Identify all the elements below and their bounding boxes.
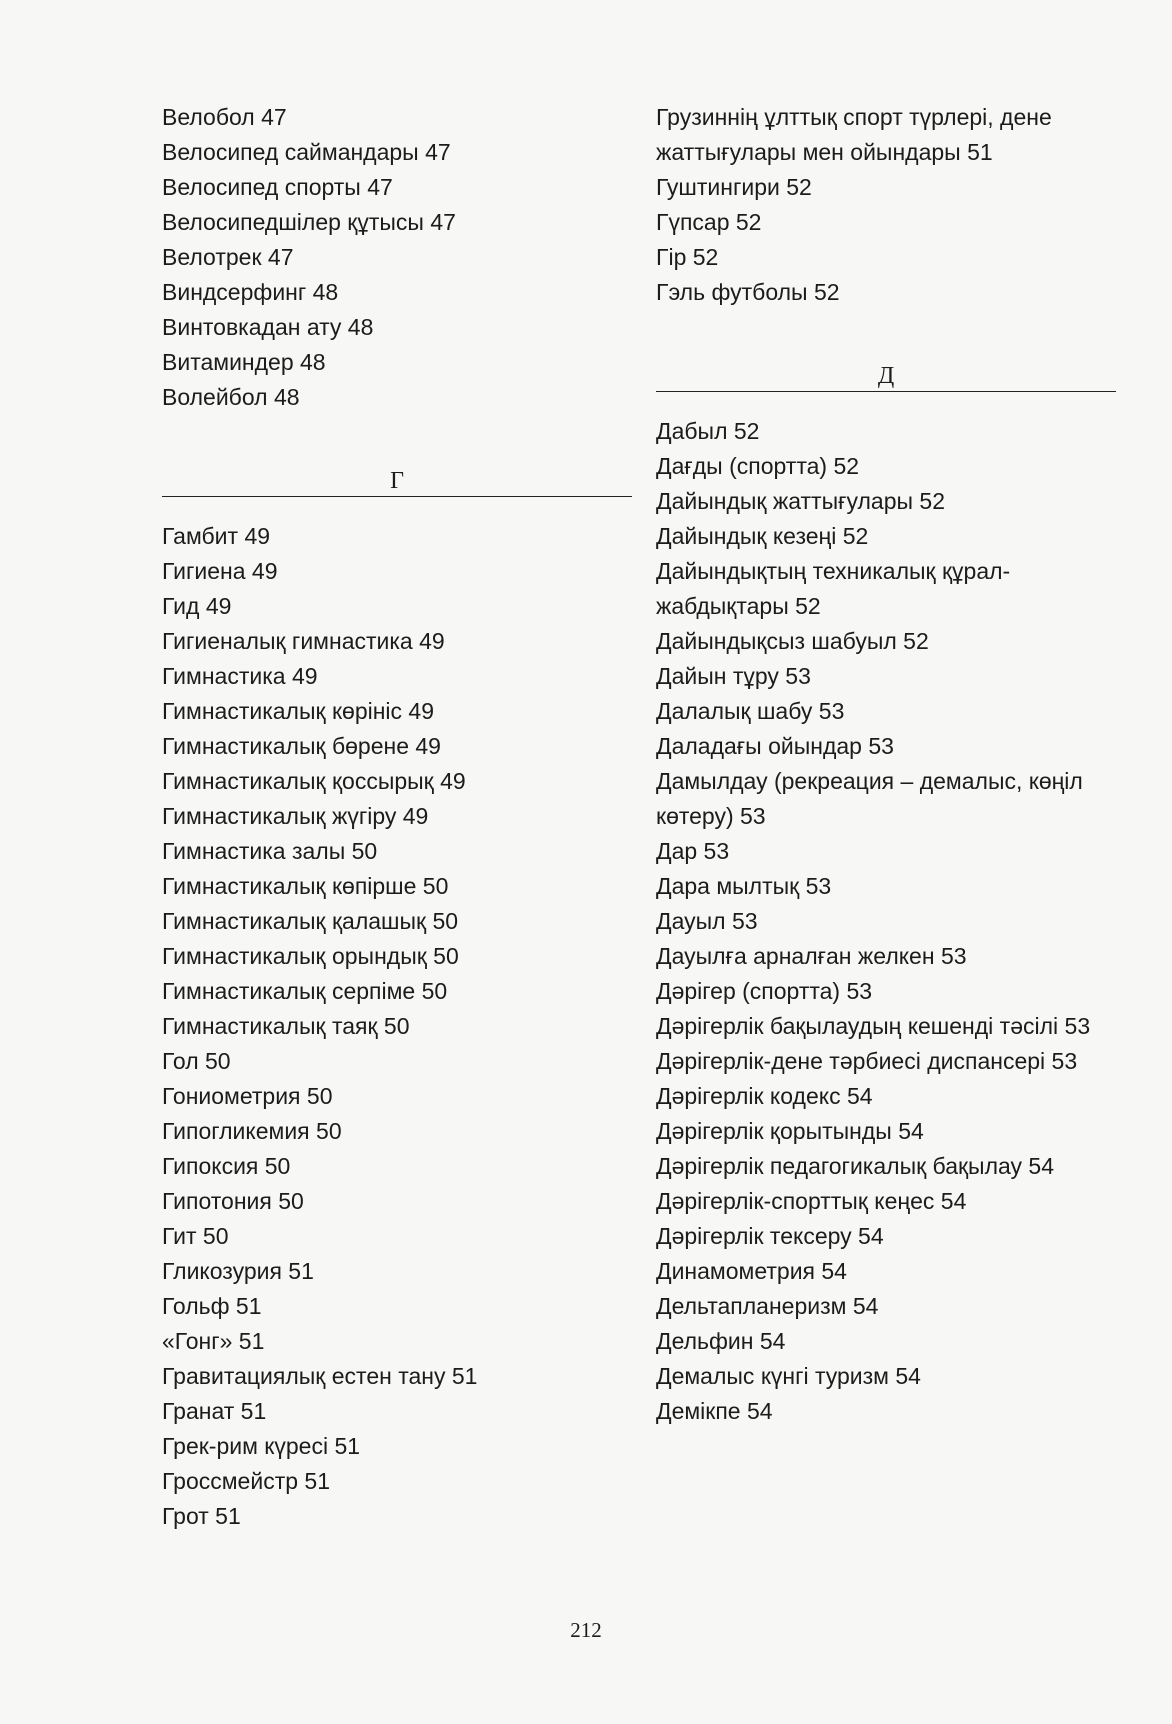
index-entry: Дәрігерлік қорытынды 54 [656, 1118, 924, 1144]
section-header-g [162, 435, 632, 505]
index-entry: Гликозурия 51 [162, 1258, 314, 1284]
index-entry: Дайын тұру 53 [656, 663, 811, 689]
index-entry: Дельтапланеризм 54 [656, 1293, 879, 1319]
index-entry: Дауылға арналған желкен 53 [656, 943, 967, 969]
page-number: 212 [570, 1618, 602, 1642]
entry-list-g-continued [656, 100, 1116, 310]
section-rule [162, 496, 632, 497]
entry-list-g [162, 519, 632, 1534]
index-entry: Витаминдер 48 [162, 349, 326, 375]
index-entry: Дәрігерлік-спорттық кеңес 54 [656, 1188, 967, 1214]
index-entry: Гипотония 50 [162, 1188, 304, 1214]
index-entry: Дайындықтың техникалық құрал-жабдықтары 52 [656, 558, 1011, 619]
index-entry: Велосипед спорты 47 [162, 174, 393, 200]
index-entry: Гигиена 49 [162, 558, 278, 584]
index-entry: Дамылдау (рекреация – демалыс, көңіл көтеру) 53 [656, 768, 1083, 829]
index-entry: Гуштингири 52 [656, 174, 812, 200]
index-entry: Гониометрия 50 [162, 1083, 333, 1109]
index-entry: Динамометрия 54 [656, 1258, 847, 1284]
index-entry: Гимнастикалық орындық 50 [162, 943, 459, 969]
index-entry: Велобол 47 [162, 104, 287, 130]
index-entry: Гранат 51 [162, 1398, 267, 1424]
index-entry: Гимнастика 49 [162, 663, 318, 689]
index-entry: Гимнастикалық көпірше 50 [162, 873, 449, 899]
index-entry: Гипоксия 50 [162, 1153, 291, 1179]
index-entry: Гимнастикалық таяқ 50 [162, 1013, 410, 1039]
index-entry: Гимнастика залы 50 [162, 838, 378, 864]
index-entry: Гамбит 49 [162, 523, 271, 549]
section-rule [656, 391, 1116, 392]
index-entry: Демалыс күнгі туризм 54 [656, 1363, 921, 1389]
section-header-d [656, 330, 1116, 400]
entry-list-d [656, 414, 1116, 1429]
index-entry: Гүпсар 52 [656, 209, 762, 235]
index-entry: Велосипед саймандары 47 [162, 139, 451, 165]
index-entry: Виндсерфинг 48 [162, 279, 339, 305]
index-entry: Гит 50 [162, 1223, 229, 1249]
index-entry: Грек-рим күресі 51 [162, 1433, 361, 1459]
index-entry: Далалық шабу 53 [656, 698, 845, 724]
index-entry: Дайындықсыз шабуыл 52 [656, 628, 929, 654]
index-entry: Дәрігерлік тексеру 54 [656, 1223, 884, 1249]
index-entry: Гольф 51 [162, 1293, 262, 1319]
index-entry: Грузиннің ұлттық спорт түрлері, дене жаттығулары мен ойындары 51 [656, 104, 1052, 165]
index-entry: Гимнастикалық серпіме 50 [162, 978, 448, 1004]
index-entry: Гимнастикалық бөрене 49 [162, 733, 441, 759]
index-entry: Дабыл 52 [656, 418, 760, 444]
section-letter: Д [877, 363, 895, 389]
index-column-left [162, 100, 632, 1534]
index-entry: Гимнастикалық жүгіру 49 [162, 803, 429, 829]
index-entry: Дәрігерлік педагогикалық бақылау 54 [656, 1153, 1055, 1179]
index-entry: Дәрігерлік-дене тәрбиесі диспансері 53 [656, 1048, 1078, 1074]
index-entry: Гір 52 [656, 244, 719, 270]
index-entry: Гимнастикалық қоссырық 49 [162, 768, 466, 794]
index-entry: Гимнастикалық қалашық 50 [162, 908, 459, 934]
index-entry: Дағды (спортта) 52 [656, 453, 860, 479]
index-entry: Гипогликемия 50 [162, 1118, 342, 1144]
index-entry: Гид 49 [162, 593, 232, 619]
index-entry: Дайындық жаттығулары 52 [656, 488, 946, 514]
index-entry: Дар 53 [656, 838, 730, 864]
index-entry: Гигиеналық гимнастика 49 [162, 628, 445, 654]
index-column-right [656, 100, 1116, 1429]
index-entry: Велосипедшілер құтысы 47 [162, 209, 456, 235]
index-entry: Демікпе 54 [656, 1398, 773, 1424]
index-entry: Гравитациялық естен тану 51 [162, 1363, 478, 1389]
entry-list-v [162, 100, 632, 415]
index-entry: Гэль футболы 52 [656, 279, 840, 305]
section-letter: Г [390, 468, 404, 494]
index-entry: Дәрігерлік бақылаудың кешенді тәсілі 53 [656, 1013, 1091, 1039]
index-entry: Гроссмейстр 51 [162, 1468, 330, 1494]
index-entry: «Гонг» 51 [162, 1328, 265, 1354]
index-entry: Винтовкадан ату 48 [162, 314, 374, 340]
index-entry: Дәрігер (спортта) 53 [656, 978, 873, 1004]
index-entry: Дара мылтық 53 [656, 873, 832, 899]
index-entry: Велотрек 47 [162, 244, 294, 270]
index-entry: Гол 50 [162, 1048, 231, 1074]
index-entry: Дельфин 54 [656, 1328, 786, 1354]
index-entry: Грот 51 [162, 1503, 241, 1529]
index-entry: Дәрігерлік кодекс 54 [656, 1083, 873, 1109]
index-entry: Дауыл 53 [656, 908, 758, 934]
index-entry: Гимнастикалық көрініс 49 [162, 698, 435, 724]
index-entry: Даладағы ойындар 53 [656, 733, 894, 759]
index-entry: Дайындық кезеңі 52 [656, 523, 869, 549]
index-entry: Волейбол 48 [162, 384, 300, 410]
